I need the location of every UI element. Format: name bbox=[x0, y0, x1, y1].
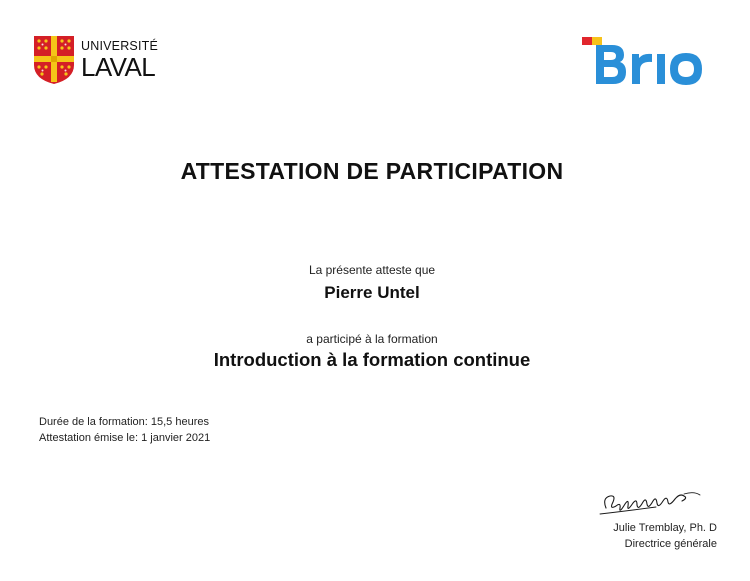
course-name: Introduction à la formation continue bbox=[213, 349, 531, 370]
certificate-title: ATTESTATION DE PARTICIPATION bbox=[180, 158, 564, 184]
laval-wordmark bbox=[81, 40, 158, 80]
participant-name: Pierre Untel bbox=[324, 283, 420, 302]
signature bbox=[596, 484, 706, 520]
signatory-name: Julie Tremblay, Ph. D bbox=[613, 522, 717, 534]
laval-crest-icon bbox=[33, 35, 75, 85]
signatory bbox=[613, 520, 717, 552]
certificate-details bbox=[39, 414, 210, 446]
participated-label: a participé à la formation bbox=[306, 332, 438, 346]
handwritten-signature-icon bbox=[596, 484, 706, 520]
laval-wordmark-line1: UNIVERSITÉ bbox=[81, 39, 159, 54]
universite-laval-logo bbox=[33, 34, 158, 86]
attests-label: La présente atteste que bbox=[308, 263, 436, 277]
brio-logo-icon bbox=[580, 34, 718, 88]
brio-logo bbox=[580, 34, 718, 88]
signatory-role: Directrice générale bbox=[624, 538, 717, 550]
laval-wordmark-line2: LAVAL bbox=[81, 51, 156, 82]
duration-line: Durée de la formation: 15,5 heures bbox=[39, 416, 209, 428]
issued-date-line: Attestation émise le: 1 janvier 2021 bbox=[39, 432, 211, 444]
